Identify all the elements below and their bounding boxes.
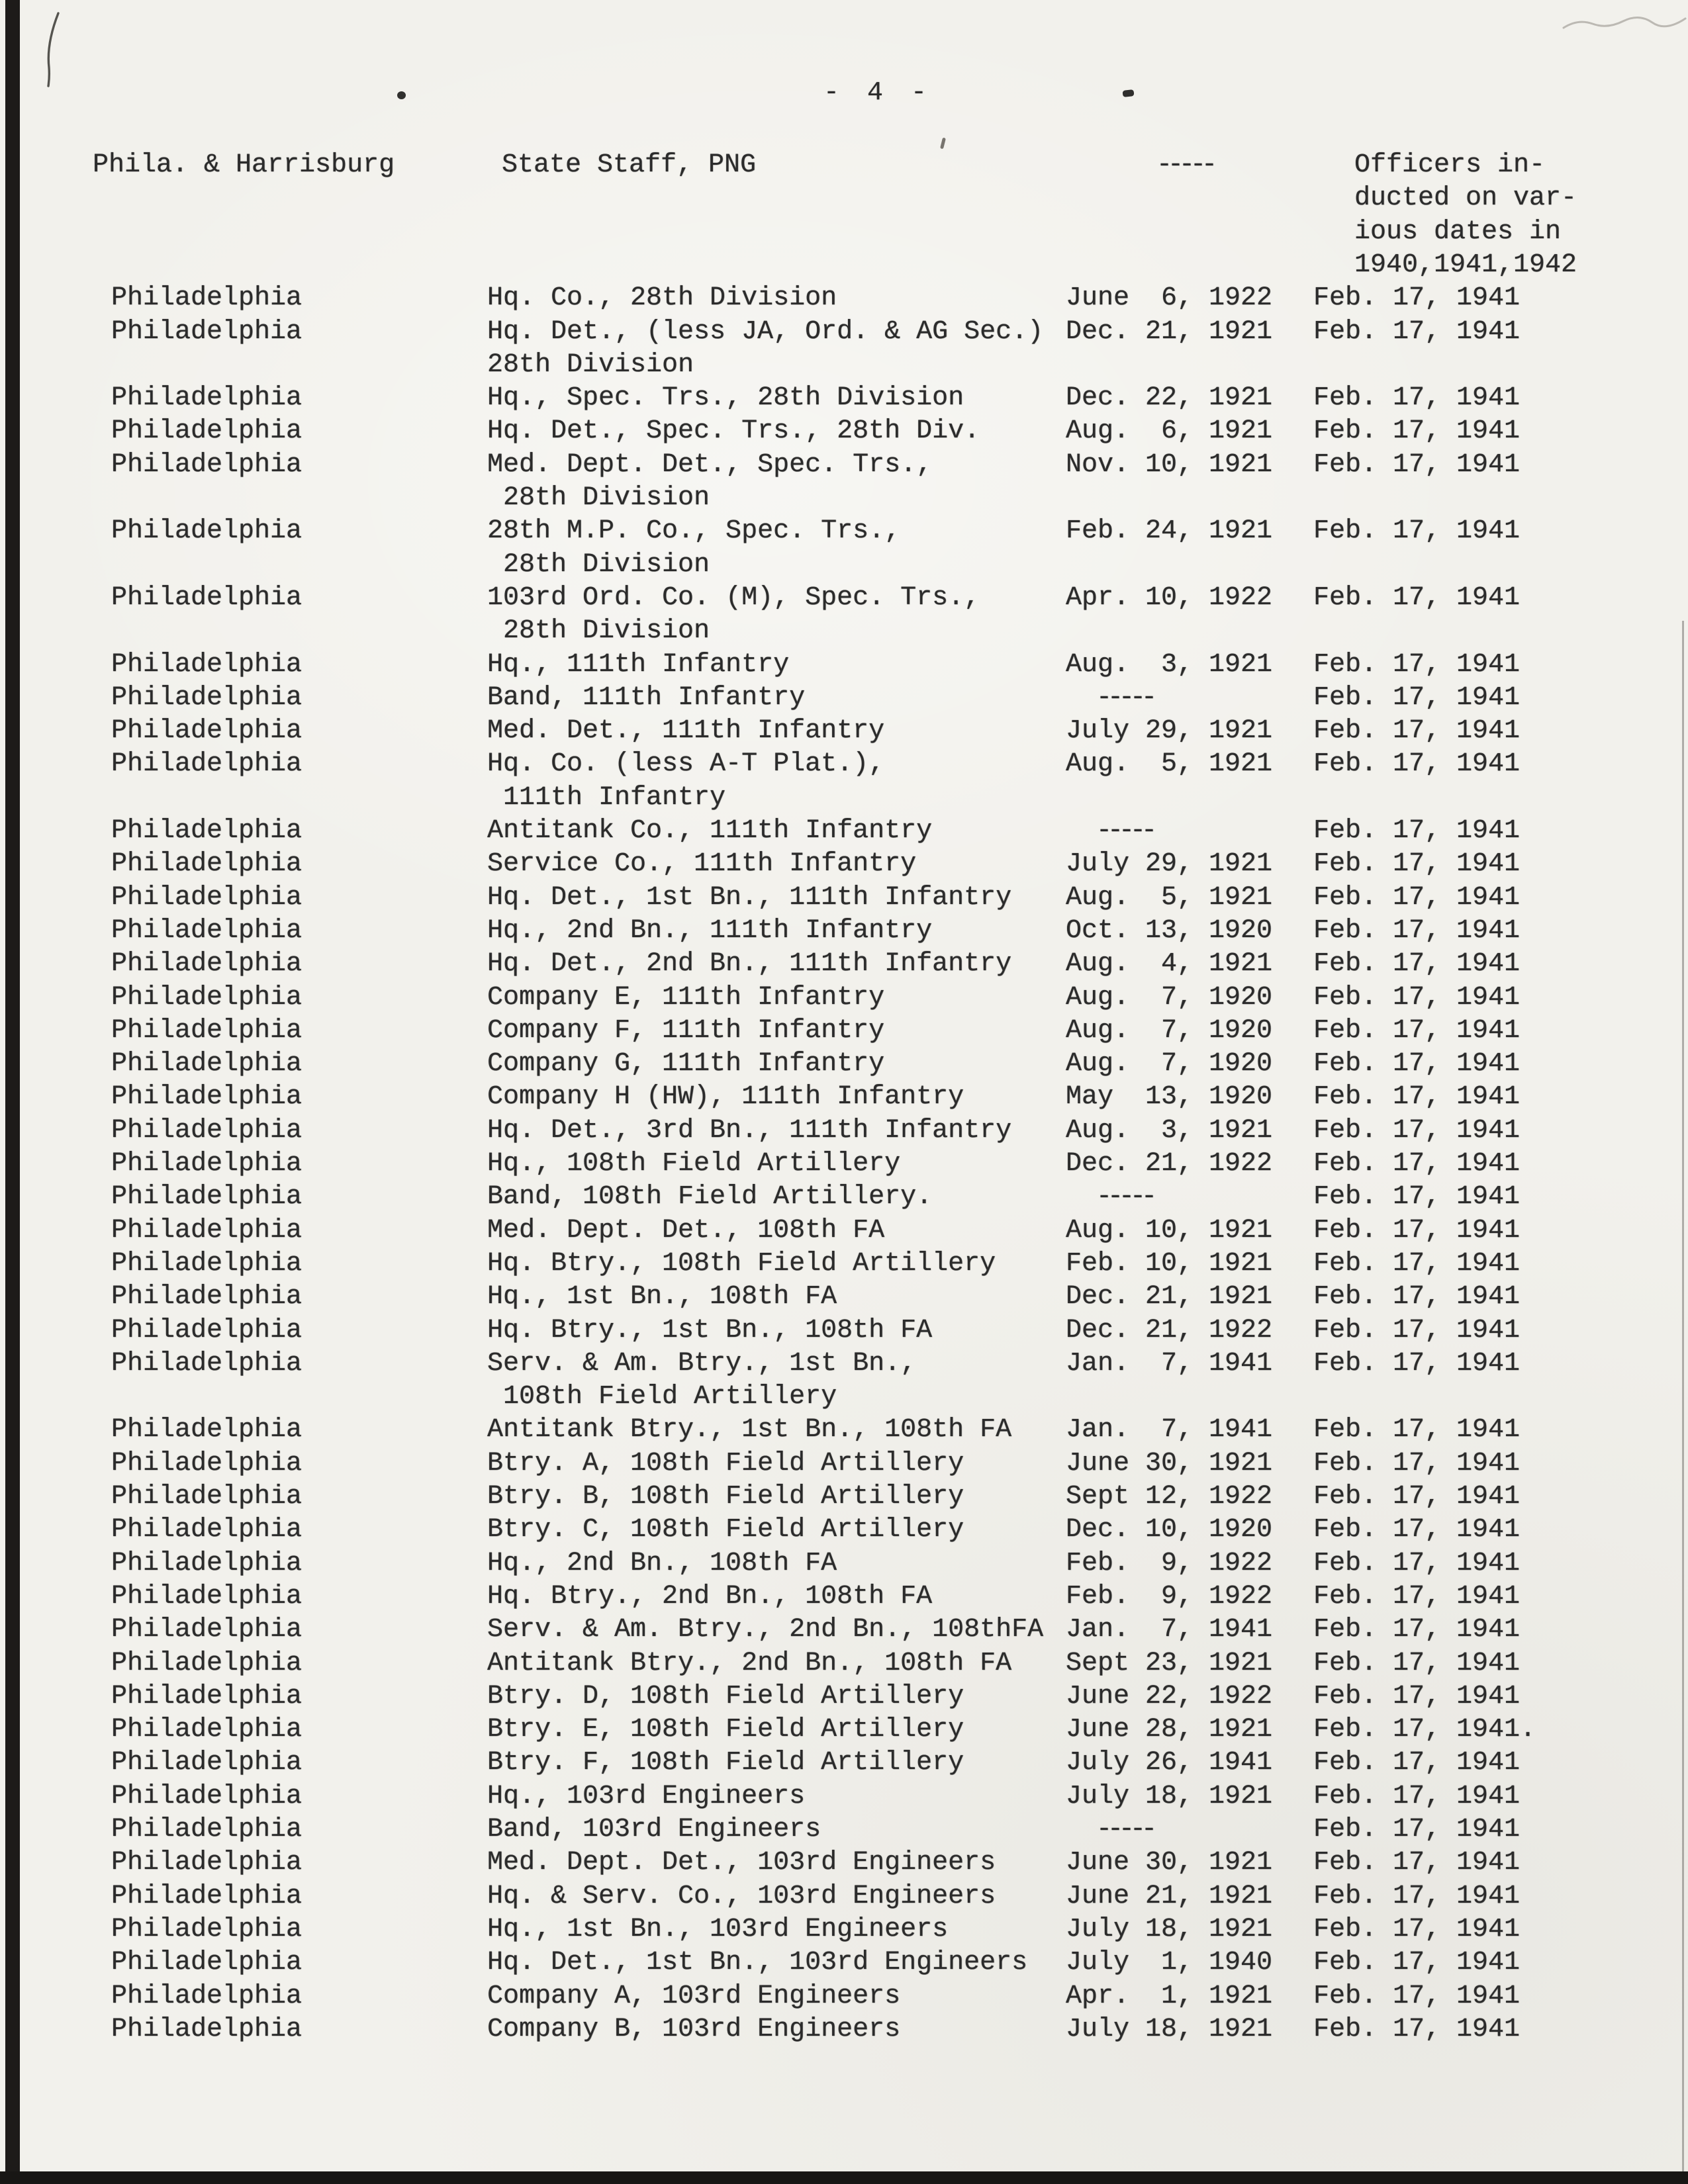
row-location: Philadelphia — [111, 1015, 303, 1046]
row-date-inducted: Feb. 17, 1941 — [1313, 949, 1521, 979]
header-row — [0, 249, 1688, 283]
row-date-organized: Sept 12, 1922 — [1066, 1482, 1273, 1512]
row-location: Philadelphia — [111, 416, 303, 447]
table-row — [0, 682, 1688, 715]
row-date-inducted: Feb. 17, 1941 — [1313, 1681, 1521, 1711]
row-unit: Serv. & Am. Btry., 2nd Bn., 108thFA — [487, 1615, 1044, 1645]
row-unit: Company G, 111th Infantry — [487, 1049, 885, 1079]
row-date-organized: May 13, 1920 — [1066, 1082, 1273, 1113]
row-date-organized: Aug. 4, 1921 — [1066, 949, 1273, 979]
row-unit: Hq. Co., 28th Division — [487, 283, 837, 314]
table-row — [0, 948, 1688, 981]
table-row — [0, 1647, 1688, 1681]
header-inducted-line: 1940,1941,1942 — [1354, 250, 1577, 280]
row-date-inducted: Feb. 17, 1941 — [1313, 582, 1521, 613]
row-unit: 103rd Ord. Co. (M), Spec. Trs., — [487, 582, 980, 613]
row-unit-continuation: 111th Infantry — [487, 782, 726, 813]
row-unit: Hq. Det., (less JA, Ord. & AG Sec.) — [487, 316, 1044, 347]
row-date-organized: June 21, 1921 — [1066, 1881, 1273, 1911]
row-date-organized: Feb. 9, 1922 — [1066, 1548, 1273, 1578]
scan-speck-tick — [940, 138, 946, 150]
row-date-inducted: Feb. 17, 1941. — [1313, 1715, 1536, 1745]
row-location: Philadelphia — [111, 316, 303, 347]
row-date-organized: Aug. 5, 1921 — [1066, 749, 1273, 780]
row-date-inducted: Feb. 17, 1941 — [1313, 1182, 1521, 1212]
row-unit: Hq. Det., 1st Bn., 111th Infantry — [487, 882, 1012, 913]
row-location: Philadelphia — [111, 1815, 303, 1844]
row-location: Philadelphia — [111, 449, 303, 480]
row-location: Philadelphia — [111, 682, 303, 713]
row-date-inducted: Feb. 17, 1941 — [1313, 1415, 1521, 1445]
row-location: Philadelphia — [111, 816, 303, 846]
row-location: Philadelphia — [111, 949, 303, 979]
row-unit: Btry. D, 108th Field Artillery — [487, 1681, 964, 1711]
row-location: Philadelphia — [111, 1315, 303, 1345]
table-row — [0, 981, 1688, 1015]
row-date-inducted: Feb. 17, 1941 — [1313, 1748, 1521, 1778]
table-row — [0, 1880, 1688, 1914]
table-row — [0, 815, 1688, 848]
table-row — [0, 1913, 1688, 1947]
row-unit: Med. Dept. Det., 103rd Engineers — [487, 1848, 996, 1878]
row-date-inducted: Feb. 17, 1941 — [1313, 1848, 1521, 1878]
table-row — [0, 1314, 1688, 1348]
row-date-inducted: Feb. 17, 1941 — [1313, 1548, 1521, 1578]
table-row — [0, 1713, 1688, 1747]
row-date-inducted: Feb. 17, 1941 — [1313, 1282, 1521, 1312]
row-unit-continuation: 28th Division — [487, 483, 710, 513]
pencil-squiggle-mark — [1562, 11, 1688, 44]
row-date-organized: July 29, 1921 — [1066, 849, 1273, 880]
table-row — [0, 1580, 1688, 1614]
scan-speck-dash — [1123, 89, 1135, 97]
header-inducted-line: ious dates in — [1354, 216, 1562, 247]
row-date-inducted: Feb. 17, 1941 — [1313, 1615, 1521, 1645]
row-location: Philadelphia — [111, 1082, 303, 1113]
row-location: Philadelphia — [111, 1881, 303, 1911]
row-date-inducted: Feb. 17, 1941 — [1313, 849, 1521, 880]
row-date-inducted: Feb. 17, 1941 — [1313, 1315, 1521, 1345]
header-date-organized: ----- — [1156, 150, 1213, 180]
row-date-organized: Dec. 21, 1921 — [1066, 1282, 1273, 1312]
row-date-organized: ----- — [1096, 1815, 1153, 1844]
row-unit: Btry. C, 108th Field Artillery — [487, 1515, 964, 1545]
row-date-organized: Aug. 7, 1920 — [1066, 982, 1273, 1013]
table-row — [0, 1347, 1688, 1381]
table-row — [0, 316, 1688, 349]
row-location: Philadelphia — [111, 649, 303, 680]
row-date-organized: Oct. 13, 1920 — [1066, 915, 1273, 946]
row-date-organized: Dec. 21, 1922 — [1066, 1315, 1273, 1345]
row-unit: Hq. Det., 2nd Bn., 111th Infantry — [487, 949, 1012, 979]
table-row — [0, 1980, 1688, 2014]
row-unit: Hq., 2nd Bn., 108th FA — [487, 1548, 837, 1578]
table-row — [0, 282, 1688, 316]
row-location: Philadelphia — [111, 1448, 303, 1479]
row-date-inducted: Feb. 17, 1941 — [1313, 1981, 1521, 2011]
row-date-inducted: Feb. 17, 1941 — [1313, 1248, 1521, 1279]
row-location: Philadelphia — [111, 1515, 303, 1545]
table-row — [0, 2013, 1688, 2047]
row-date-organized: June 28, 1921 — [1066, 1715, 1273, 1745]
header-row — [0, 216, 1688, 250]
row-date-inducted: Feb. 17, 1941 — [1313, 1648, 1521, 1678]
table-row — [0, 1048, 1688, 1081]
table-row — [0, 382, 1688, 416]
row-location: Philadelphia — [111, 1848, 303, 1878]
row-date-organized: July 18, 1921 — [1066, 1914, 1273, 1944]
row-unit: Hq. Btry., 108th Field Artillery — [487, 1248, 996, 1279]
row-location: Philadelphia — [111, 1149, 303, 1179]
row-unit: Hq. Co. (less A-T Plat.), — [487, 749, 885, 780]
row-date-organized: Dec. 21, 1921 — [1066, 316, 1273, 347]
row-date-inducted: Feb. 17, 1941 — [1313, 1082, 1521, 1113]
row-date-organized: ----- — [1096, 682, 1153, 713]
row-date-inducted: Feb. 17, 1941 — [1313, 1015, 1521, 1046]
row-date-inducted: Feb. 17, 1941 — [1313, 1948, 1521, 1978]
row-unit: Hq., 111th Infantry — [487, 649, 790, 680]
table-row — [0, 748, 1688, 782]
table-row — [0, 1747, 1688, 1780]
handwritten-paren-mark — [38, 11, 68, 90]
row-date-organized: ----- — [1096, 816, 1153, 846]
table-row-continuation — [0, 1381, 1688, 1414]
table-row — [0, 848, 1688, 882]
row-unit: Company E, 111th Infantry — [487, 982, 885, 1013]
row-location: Philadelphia — [111, 1182, 303, 1212]
row-date-organized: Dec. 22, 1921 — [1066, 383, 1273, 414]
header-row — [0, 149, 1688, 183]
row-date-inducted: Feb. 17, 1941 — [1313, 1482, 1521, 1512]
row-unit: Company B, 103rd Engineers — [487, 2014, 901, 2044]
row-date-inducted: Feb. 17, 1941 — [1313, 1581, 1521, 1612]
table-row-continuation — [0, 482, 1688, 516]
row-date-organized: July 18, 1921 — [1066, 2014, 1273, 2044]
row-unit: Band, 103rd Engineers — [487, 1815, 821, 1844]
row-date-inducted: Feb. 17, 1941 — [1313, 915, 1521, 946]
table-row — [0, 1414, 1688, 1447]
row-date-inducted: Feb. 17, 1941 — [1313, 1049, 1521, 1079]
row-date-inducted: Feb. 17, 1941 — [1313, 316, 1521, 347]
row-date-inducted: Feb. 17, 1941 — [1313, 1215, 1521, 1246]
row-date-organized: June 30, 1921 — [1066, 1448, 1273, 1479]
row-location: Philadelphia — [111, 283, 303, 314]
row-date-inducted: Feb. 17, 1941 — [1313, 1781, 1521, 1811]
row-unit: Hq., 1st Bn., 103rd Engineers — [487, 1914, 949, 1944]
row-location: Philadelphia — [111, 1482, 303, 1512]
row-unit: Hq. Det., 3rd Bn., 111th Infantry — [487, 1115, 1012, 1146]
row-date-organized: Jan. 7, 1941 — [1066, 1348, 1273, 1379]
row-date-organized: Aug. 3, 1921 — [1066, 649, 1273, 680]
table-row — [0, 1248, 1688, 1281]
row-location: Philadelphia — [111, 849, 303, 880]
row-date-inducted: Feb. 17, 1941 — [1313, 882, 1521, 913]
table-row — [0, 1181, 1688, 1214]
row-unit: Hq. Btry., 2nd Bn., 108th FA — [487, 1581, 933, 1612]
row-location: Philadelphia — [111, 1648, 303, 1678]
table-row — [0, 1480, 1688, 1514]
row-date-organized: Aug. 7, 1920 — [1066, 1049, 1273, 1079]
row-unit: Antitank Btry., 2nd Bn., 108th FA — [487, 1648, 1012, 1678]
row-unit: Hq. & Serv. Co., 103rd Engineers — [487, 1881, 996, 1911]
row-unit: Service Co., 111th Infantry — [487, 849, 917, 880]
row-location: Philadelphia — [111, 915, 303, 946]
row-location: Philadelphia — [111, 1615, 303, 1645]
row-date-organized: Apr. 1, 1921 — [1066, 1981, 1273, 2011]
table-row — [0, 1813, 1688, 1847]
table-row — [0, 1547, 1688, 1581]
row-unit: Band, 111th Infantry — [487, 682, 806, 713]
row-unit: Antitank Co., 111th Infantry — [487, 816, 933, 846]
row-location: Philadelphia — [111, 1715, 303, 1745]
row-unit: Btry. B, 108th Field Artillery — [487, 1482, 964, 1512]
row-location: Philadelphia — [111, 1681, 303, 1711]
row-location: Philadelphia — [111, 1348, 303, 1379]
table-row — [0, 1148, 1688, 1181]
table-row — [0, 649, 1688, 682]
scan-edge-bottom-bar — [0, 2171, 1688, 2184]
row-location: Philadelphia — [111, 1914, 303, 1944]
header-inducted-line: ducted on var- — [1354, 183, 1577, 214]
row-location: Philadelphia — [111, 1215, 303, 1246]
row-date-inducted: Feb. 17, 1941 — [1313, 816, 1521, 846]
row-unit: Company H (HW), 111th Infantry — [487, 1082, 964, 1113]
row-location: Philadelphia — [111, 1748, 303, 1778]
table-row — [0, 1946, 1688, 1980]
table-row-continuation — [0, 782, 1688, 815]
row-location: Philadelphia — [111, 2014, 303, 2044]
row-date-organized: Aug. 3, 1921 — [1066, 1115, 1273, 1146]
row-date-inducted: Feb. 17, 1941 — [1313, 1914, 1521, 1944]
row-unit: Hq. Det., 1st Bn., 103rd Engineers — [487, 1948, 1028, 1978]
row-date-organized: Nov. 10, 1921 — [1066, 449, 1273, 480]
table-row — [0, 1281, 1688, 1314]
row-date-inducted: Feb. 17, 1941 — [1313, 749, 1521, 780]
row-location: Philadelphia — [111, 1248, 303, 1279]
row-location: Philadelphia — [111, 1415, 303, 1445]
row-unit: 28th M.P. Co., Spec. Trs., — [487, 516, 901, 547]
table-row — [0, 449, 1688, 482]
row-location: Philadelphia — [111, 1548, 303, 1578]
row-date-inducted: Feb. 17, 1941 — [1313, 982, 1521, 1013]
row-date-organized: June 22, 1922 — [1066, 1681, 1273, 1711]
row-date-organized: Sept 23, 1921 — [1066, 1648, 1273, 1678]
row-location: Philadelphia — [111, 1115, 303, 1146]
row-date-inducted: Feb. 17, 1941 — [1313, 1448, 1521, 1479]
row-date-organized: Dec. 10, 1920 — [1066, 1515, 1273, 1545]
row-date-organized: Feb. 9, 1922 — [1066, 1581, 1273, 1612]
row-unit: Hq. Btry., 1st Bn., 108th FA — [487, 1315, 933, 1345]
row-unit: Med. Dept. Det., 108th FA — [487, 1215, 885, 1246]
row-unit: Antitank Btry., 1st Bn., 108th FA — [487, 1415, 1012, 1445]
table-row — [0, 1214, 1688, 1248]
row-date-inducted: Feb. 17, 1941 — [1313, 1348, 1521, 1379]
row-date-inducted: Feb. 17, 1941 — [1313, 516, 1521, 547]
row-date-organized: Aug. 7, 1920 — [1066, 1015, 1273, 1046]
header-inducted-line: Officers in- — [1354, 150, 1546, 180]
row-date-organized: ----- — [1096, 1182, 1153, 1212]
row-unit: Hq., 2nd Bn., 111th Infantry — [487, 915, 933, 946]
header-unit: State Staff, PNG — [502, 150, 757, 180]
row-unit-continuation: 28th Division — [487, 349, 694, 380]
row-unit: Hq., 103rd Engineers — [487, 1781, 806, 1811]
table-row — [0, 882, 1688, 915]
page-number: - 4 - — [823, 78, 933, 108]
row-location: Philadelphia — [111, 716, 303, 747]
table-row — [0, 1780, 1688, 1814]
row-unit: Company A, 103rd Engineers — [487, 1981, 901, 2011]
table-row — [0, 1846, 1688, 1880]
row-unit: Hq. Det., Spec. Trs., 28th Div. — [487, 416, 980, 447]
row-unit: Med. Dept. Det., Spec. Trs., — [487, 449, 933, 480]
table-row — [0, 1447, 1688, 1481]
row-date-organized: Jan. 7, 1941 — [1066, 1615, 1273, 1645]
row-date-inducted: Feb. 17, 1941 — [1313, 716, 1521, 747]
table-row-continuation — [0, 549, 1688, 582]
table-row — [0, 1081, 1688, 1115]
row-unit-continuation: 28th Division — [487, 616, 710, 647]
header-location: Phila. & Harrisburg — [93, 150, 395, 180]
row-date-inducted: Feb. 17, 1941 — [1313, 682, 1521, 713]
row-date-organized: July 29, 1921 — [1066, 716, 1273, 747]
row-date-inducted: Feb. 17, 1941 — [1313, 1115, 1521, 1146]
row-location: Philadelphia — [111, 516, 303, 547]
table-row — [0, 582, 1688, 615]
row-date-organized: Aug. 10, 1921 — [1066, 1215, 1273, 1246]
row-date-inducted: Feb. 17, 1941 — [1313, 416, 1521, 447]
row-date-organized: Jan. 7, 1941 — [1066, 1415, 1273, 1445]
table-row — [0, 1614, 1688, 1647]
row-unit: Serv. & Am. Btry., 1st Bn., — [487, 1348, 917, 1379]
row-location: Philadelphia — [111, 1948, 303, 1978]
row-date-organized: Feb. 24, 1921 — [1066, 516, 1273, 547]
table-row — [0, 515, 1688, 549]
row-location: Philadelphia — [111, 1581, 303, 1612]
row-date-inducted: Feb. 17, 1941 — [1313, 2014, 1521, 2044]
scan-speck-dot — [397, 91, 406, 99]
row-location: Philadelphia — [111, 882, 303, 913]
row-date-organized: Feb. 10, 1921 — [1066, 1248, 1273, 1279]
row-unit-continuation: 108th Field Artillery — [487, 1382, 837, 1412]
row-unit: Hq., 108th Field Artillery — [487, 1149, 901, 1179]
row-location: Philadelphia — [111, 582, 303, 613]
row-date-inducted: Feb. 17, 1941 — [1313, 1515, 1521, 1545]
table-row — [0, 1680, 1688, 1714]
row-date-organized: June 6, 1922 — [1066, 283, 1273, 314]
row-location: Philadelphia — [111, 383, 303, 414]
row-date-inducted: Feb. 17, 1941 — [1313, 649, 1521, 680]
row-location: Philadelphia — [111, 749, 303, 780]
row-date-inducted: Feb. 17, 1941 — [1313, 1881, 1521, 1911]
row-date-inducted: Feb. 17, 1941 — [1313, 1815, 1521, 1844]
table-row — [0, 1115, 1688, 1148]
row-date-organized: July 1, 1940 — [1066, 1948, 1273, 1978]
table-row — [0, 415, 1688, 449]
row-location: Philadelphia — [111, 1781, 303, 1811]
row-location: Philadelphia — [111, 982, 303, 1013]
row-date-organized: July 18, 1921 — [1066, 1781, 1273, 1811]
header-row — [0, 182, 1688, 216]
row-date-organized: June 30, 1921 — [1066, 1848, 1273, 1878]
row-date-organized: July 26, 1941 — [1066, 1748, 1273, 1778]
table-row — [0, 1015, 1688, 1048]
row-unit: Hq., 1st Bn., 108th FA — [487, 1282, 837, 1312]
row-date-inducted: Feb. 17, 1941 — [1313, 1149, 1521, 1179]
table-row — [0, 1514, 1688, 1547]
row-date-organized: Apr. 10, 1922 — [1066, 582, 1273, 613]
row-unit: Btry. E, 108th Field Artillery — [487, 1715, 964, 1745]
row-unit: Med. Det., 111th Infantry — [487, 716, 885, 747]
row-unit: Hq., Spec. Trs., 28th Division — [487, 383, 964, 414]
table-row — [0, 715, 1688, 749]
row-unit: Btry. A, 108th Field Artillery — [487, 1448, 964, 1479]
row-date-inducted: Feb. 17, 1941 — [1313, 283, 1521, 314]
row-location: Philadelphia — [111, 1049, 303, 1079]
row-unit: Band, 108th Field Artillery. — [487, 1182, 933, 1212]
row-date-organized: Dec. 21, 1922 — [1066, 1149, 1273, 1179]
row-date-organized: Aug. 6, 1921 — [1066, 416, 1273, 447]
row-unit: Company F, 111th Infantry — [487, 1015, 885, 1046]
row-date-inducted: Feb. 17, 1941 — [1313, 449, 1521, 480]
row-location: Philadelphia — [111, 1981, 303, 2011]
table-row-continuation — [0, 349, 1688, 383]
row-unit: Btry. F, 108th Field Artillery — [487, 1748, 964, 1778]
row-date-organized: Aug. 5, 1921 — [1066, 882, 1273, 913]
table-row-continuation — [0, 615, 1688, 649]
table-row — [0, 915, 1688, 948]
row-location: Philadelphia — [111, 1282, 303, 1312]
row-unit-continuation: 28th Division — [487, 549, 710, 580]
row-date-inducted: Feb. 17, 1941 — [1313, 383, 1521, 414]
